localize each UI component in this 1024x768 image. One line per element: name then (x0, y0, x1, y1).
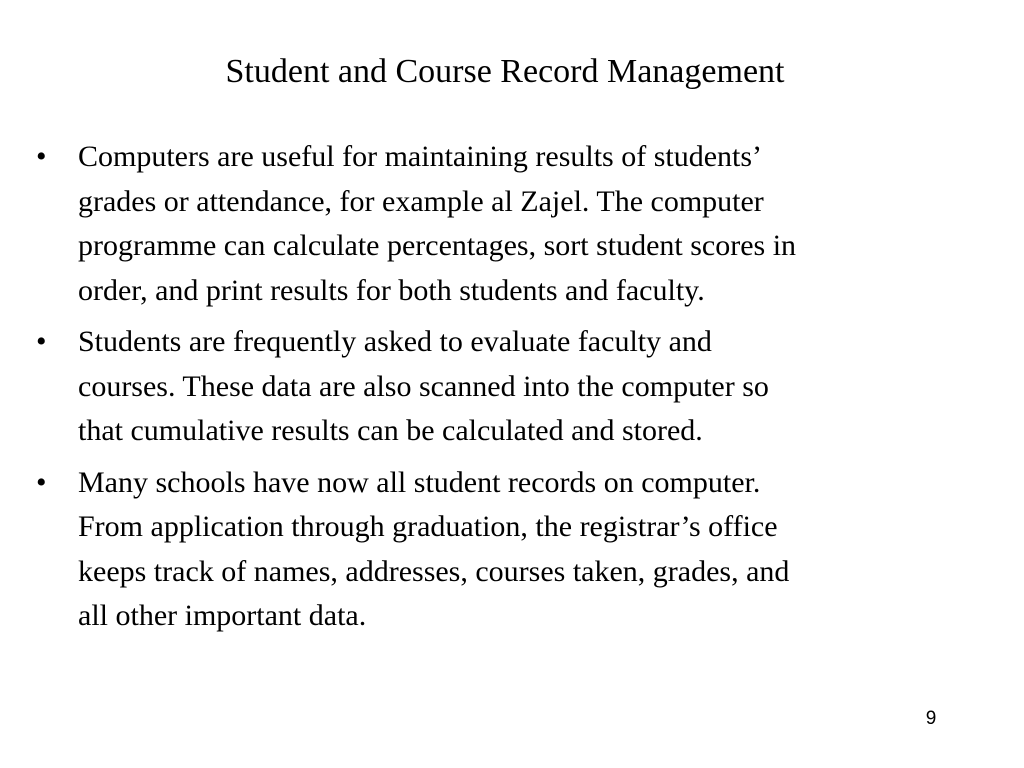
bullet-line: Computers are useful for maintaining results of students’ (78, 140, 763, 173)
slide-title: Student and Course Record Management (225, 53, 785, 90)
bullet-line: order, and print results for both students and faculty. (78, 273, 705, 307)
bullet-line: all other important data. (78, 599, 367, 632)
bullet-item (36, 320, 966, 454)
bullet-item (36, 461, 966, 639)
bullet-line: Many schools have now all student records on computer. (78, 465, 761, 499)
bullet-line: keeps track of names, addresses, courses taken, grades, and (78, 554, 790, 588)
bullet-line: Students are frequently asked to evaluate faculty and (78, 325, 712, 358)
bullet-dot: • (36, 325, 47, 358)
bullet-line: courses. These data are also scanned into the computer so (78, 369, 769, 403)
bullet-line: that cumulative results can be calculated and stored. (78, 414, 703, 447)
bullet-line: programme can calculate percentages, sort student scores in (78, 229, 797, 262)
page-number: 9 (925, 708, 937, 729)
bullet-dot: • (36, 140, 47, 173)
bullet-dot: • (36, 465, 47, 499)
bullet-item (36, 135, 966, 313)
bullet-line: grades or attendance, for example al Zajel. The computer (78, 184, 764, 218)
bullet-list (36, 135, 966, 646)
bullet-line: From application through graduation, the registrar’s office (78, 510, 778, 543)
